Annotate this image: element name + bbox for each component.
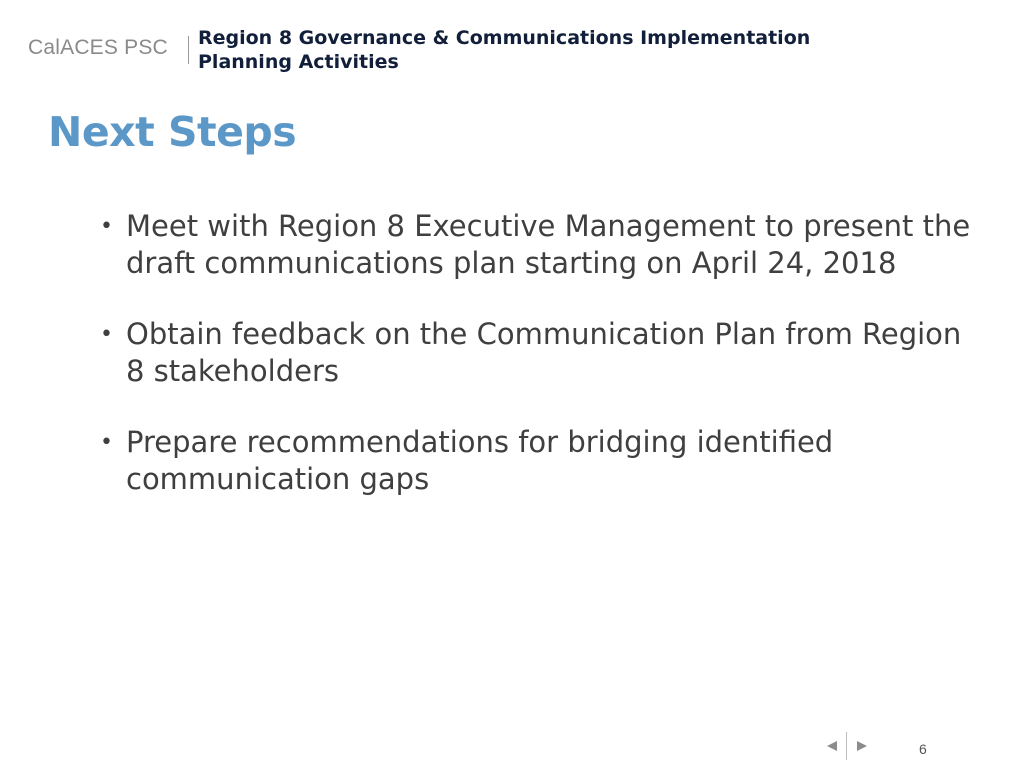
- bullet-marker: •: [100, 214, 113, 239]
- slide-header: [28, 24, 988, 76]
- next-slide-button[interactable]: [854, 738, 870, 754]
- bullet-item: [100, 208, 980, 282]
- bullet-list: [100, 208, 980, 532]
- slide-navigation: [822, 732, 872, 760]
- page-number: 6: [919, 741, 927, 757]
- bullet-text: Meet with Region 8 Executive Management to present the draft communications plan starting on April 24, 2018: [126, 209, 971, 280]
- header-title-line2: Planning Activities: [198, 51, 399, 73]
- bullet-text: Obtain feedback on the Communication Plan from Region 8 stakeholders: [126, 317, 962, 388]
- header-title: [198, 26, 898, 74]
- bullet-item: [100, 424, 980, 498]
- org-name: CalACES PSC: [28, 36, 168, 59]
- bullet-marker: •: [100, 430, 113, 455]
- nav-separator: [846, 732, 847, 760]
- bullet-marker: •: [100, 322, 113, 347]
- bullet-item: [100, 316, 980, 390]
- slide-title: Next Steps: [48, 108, 297, 156]
- header-title-line1: Region 8 Governance & Communications Implementation: [198, 27, 811, 49]
- header-divider: [188, 36, 189, 64]
- previous-slide-button[interactable]: [824, 738, 840, 754]
- triangle-left-icon: [826, 740, 838, 752]
- triangle-right-icon: [856, 740, 868, 752]
- bullet-text: Prepare recommendations for bridging identified communication gaps: [126, 425, 834, 496]
